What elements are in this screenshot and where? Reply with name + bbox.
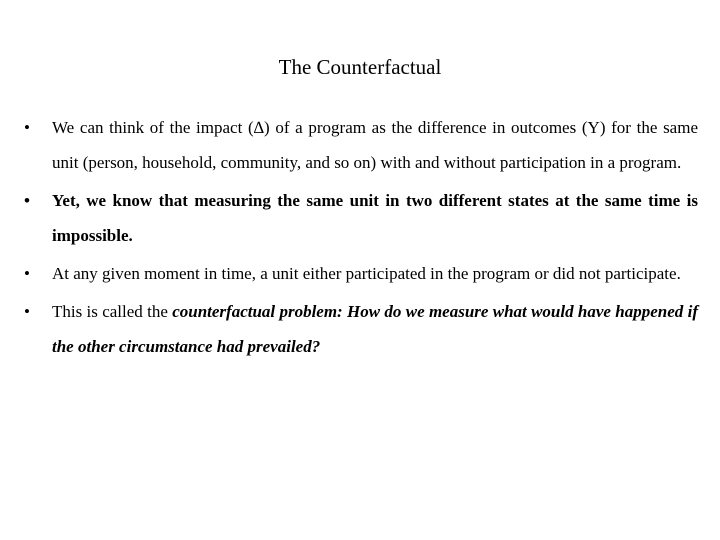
bullet-text: Yet, we know that measuring the same unit in two different states at the same time is impossible. — [52, 191, 698, 245]
bullet-item — [24, 256, 698, 291]
bullet-text: At any given moment in time, a unit either participated in the program or did not participate. — [52, 264, 681, 283]
bullet-dot-icon: • — [24, 191, 30, 210]
bullet-dot-icon: • — [24, 302, 30, 321]
slide-title: The Counterfactual — [278, 55, 442, 79]
bullet-dot-icon: • — [24, 118, 30, 137]
bullet-text-emphasis: counterfactual problem: How do we measure what would have happened if the other circumstance had prevailed? — [52, 302, 698, 356]
bullet-item — [24, 183, 698, 253]
bullet-item — [24, 294, 698, 364]
bullet-dot-icon: • — [24, 264, 30, 283]
bullet-text-prefix: This is called the — [52, 302, 173, 321]
bullet-item — [24, 110, 698, 180]
bullet-list — [24, 110, 698, 364]
bullet-text: We can think of the impact (∆) of a program as the difference in outcomes (Y) for the same unit (person, household, community, and so on) with and without participation in a program. — [52, 118, 698, 172]
